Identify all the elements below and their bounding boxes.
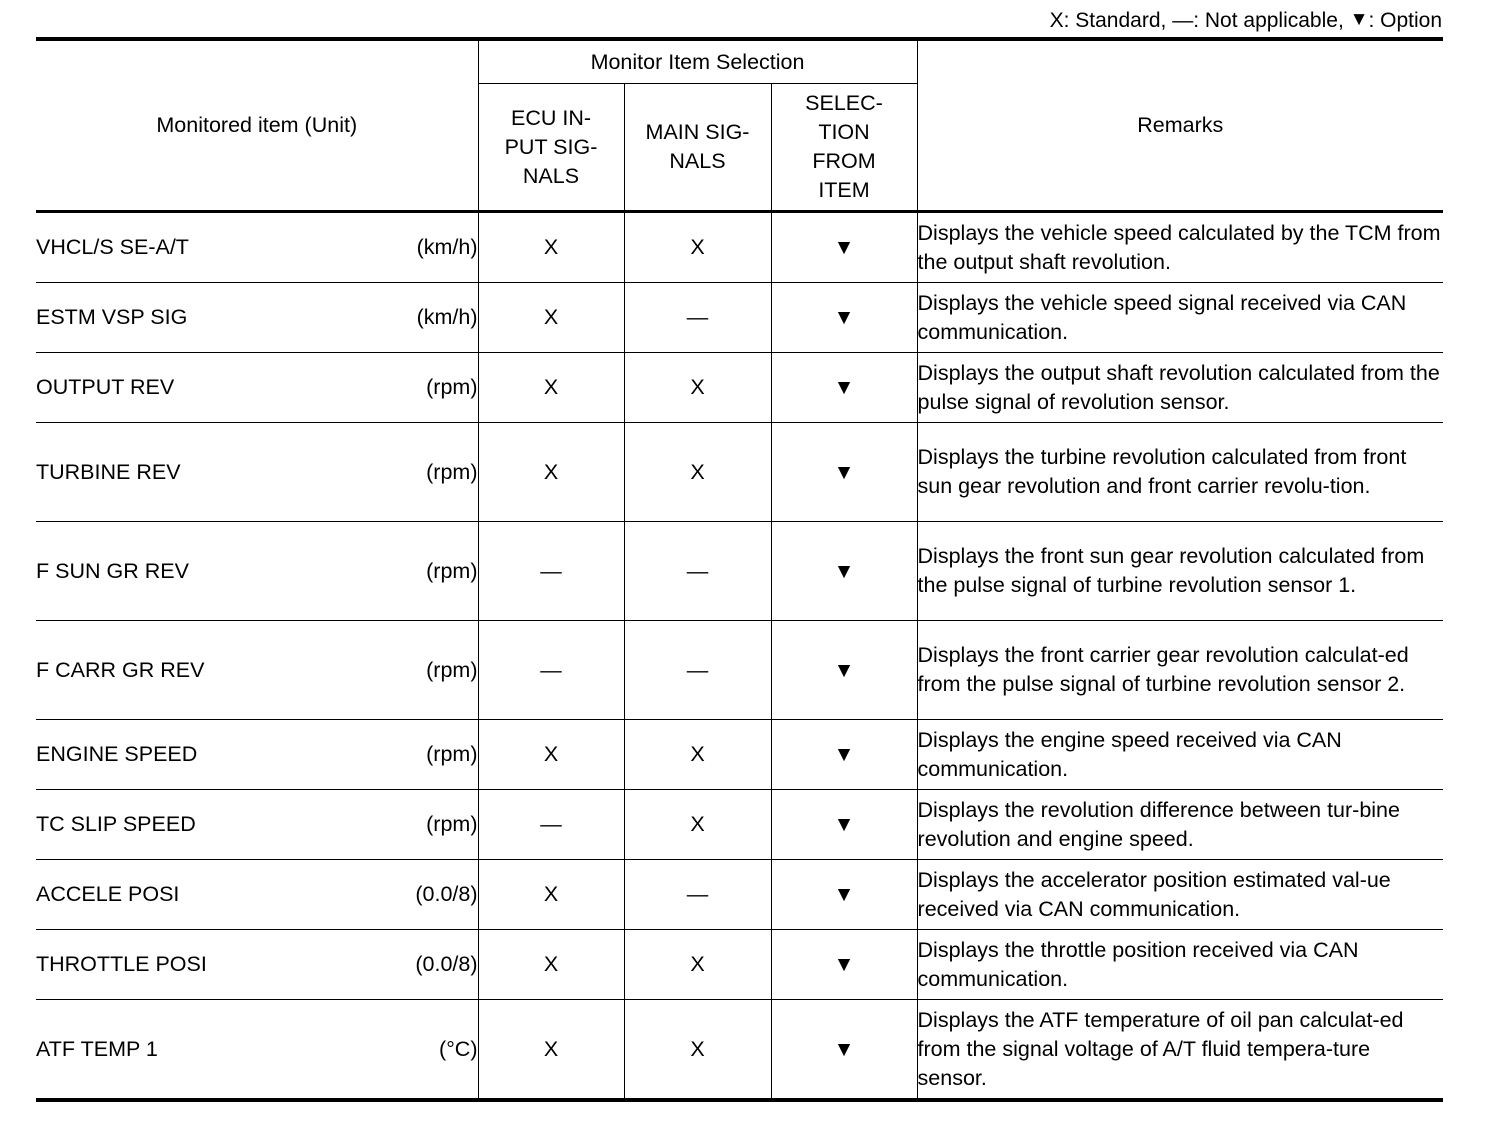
- header-remarks: Remarks: [917, 39, 1443, 212]
- option-triangle-icon: ▼: [833, 813, 855, 836]
- header-monitored-item: Monitored item (Unit): [36, 39, 478, 212]
- option-triangle-icon: ▼: [833, 376, 855, 399]
- header-ecu-line: PUT SIG-: [504, 134, 598, 159]
- selection-mark: [771, 522, 917, 621]
- item-name: ATF TEMP 1: [36, 1036, 158, 1061]
- item-cell: [36, 283, 478, 353]
- selection-mark: [771, 423, 917, 522]
- option-triangle-icon: ▼: [833, 883, 855, 906]
- item-cell: [36, 930, 478, 1000]
- option-triangle-icon: ▼: [833, 559, 855, 583]
- item-name: THROTTLE POSI: [36, 952, 207, 976]
- ecu-mark: —: [478, 790, 624, 860]
- ecu-mark: —: [478, 621, 624, 720]
- option-triangle-icon: ▼: [833, 743, 855, 766]
- header-ecu-line: NALS: [522, 163, 580, 188]
- legend-standard: X: Standard,: [1049, 9, 1167, 32]
- legend-option: : Option: [1368, 9, 1442, 32]
- header-sel-line: ITEM: [818, 178, 870, 202]
- item-cell: [36, 353, 478, 423]
- ecu-mark: X: [478, 423, 624, 522]
- ecu-mark: X: [478, 1000, 624, 1101]
- main-mark: —: [624, 283, 771, 353]
- item-cell: [36, 1000, 478, 1101]
- item-name: F CARR GR REV: [36, 657, 205, 682]
- option-triangle-icon: ▼: [833, 1037, 855, 1061]
- item-name: ACCELE POSI: [36, 882, 180, 906]
- remarks-cell: Displays the ATF temperature of oil pan calculat-ed from the signal voltage of A/T fluid tempera-ture sensor.: [917, 1000, 1443, 1101]
- remarks-cell: Displays the front carrier gear revolution calculat-ed from the pulse signal of turbine revolution sensor 2.: [917, 621, 1443, 720]
- table-row: [36, 621, 1443, 720]
- item-cell: [36, 790, 478, 860]
- header-main-line: NALS: [669, 149, 726, 173]
- item-cell: [36, 860, 478, 930]
- main-mark: X: [624, 930, 771, 1000]
- item-cell: [36, 720, 478, 790]
- remarks-cell: Displays the throttle position received via CAN communication.: [917, 930, 1443, 1000]
- header-main-signals: [624, 84, 771, 212]
- item-unit: (rpm): [426, 459, 478, 484]
- header-monitor-item-selection: Monitor Item Selection: [478, 39, 917, 84]
- item-unit: (rpm): [426, 812, 478, 836]
- item-unit: (rpm): [426, 558, 478, 583]
- item-unit: (0.0/8): [415, 882, 478, 906]
- item-name: VHCL/S SE-A/T: [36, 235, 189, 259]
- remarks-cell: Displays the vehicle speed calculated by the TCM from the output shaft revolution.: [917, 220, 1441, 274]
- main-mark: X: [624, 790, 771, 860]
- ecu-mark: X: [478, 353, 624, 423]
- header-sel-line: SELEC-: [805, 91, 883, 115]
- main-mark: —: [624, 522, 771, 621]
- selection-mark: [771, 621, 917, 720]
- item-unit: (rpm): [426, 375, 478, 399]
- main-mark: X: [624, 1000, 771, 1101]
- table-row: [36, 790, 1443, 860]
- selection-mark: [771, 353, 917, 423]
- item-unit: (°C): [439, 1036, 478, 1061]
- item-unit: (km/h): [416, 305, 478, 329]
- remarks-cell: Displays the front sun gear revolution calculated from the pulse signal of turbine revolution sensor 1.: [917, 522, 1443, 621]
- ecu-mark: X: [478, 930, 624, 1000]
- selection-mark: [771, 212, 917, 283]
- table-row: [36, 720, 1443, 790]
- ecu-mark: X: [478, 212, 624, 283]
- header-ecu-line: ECU IN-: [510, 105, 592, 130]
- item-cell: [36, 423, 478, 522]
- main-mark: X: [624, 720, 771, 790]
- header-main-line: MAIN SIG-: [645, 120, 750, 144]
- item-name: OUTPUT REV: [36, 375, 175, 399]
- item-cell: [36, 522, 478, 621]
- main-mark: —: [624, 621, 771, 720]
- table-row: [36, 860, 1443, 930]
- item-name: TURBINE REV: [36, 459, 181, 484]
- table-row: [36, 423, 1443, 522]
- main-mark: X: [624, 212, 771, 283]
- option-triangle-icon: ▼: [833, 236, 855, 259]
- selection-mark: [771, 790, 917, 860]
- option-triangle-icon: ▼: [833, 460, 855, 484]
- table-row: [36, 1000, 1443, 1101]
- item-unit: (rpm): [426, 657, 478, 682]
- header-ecu-input-signals: [478, 84, 624, 212]
- header-sel-line: FROM: [812, 149, 876, 173]
- monitor-item-table: [36, 37, 1443, 1102]
- main-mark: X: [624, 353, 771, 423]
- item-cell: [36, 212, 478, 283]
- item-name: ENGINE SPEED: [36, 742, 198, 766]
- option-triangle-icon: ▼: [1349, 9, 1369, 30]
- table-row: [36, 283, 1443, 353]
- item-unit: (km/h): [416, 235, 478, 259]
- header-selection-from-item: [771, 84, 917, 212]
- remarks-cell: Displays the turbine revolution calculated from front sun gear revolution and front carrier revolu-tion.: [917, 423, 1443, 522]
- item-unit: (0.0/8): [415, 952, 478, 976]
- remarks-cell: Displays the engine speed received via CAN communication.: [917, 720, 1443, 790]
- item-name: TC SLIP SPEED: [36, 812, 196, 836]
- ecu-mark: —: [478, 522, 624, 621]
- option-triangle-icon: ▼: [833, 953, 855, 976]
- main-mark: X: [624, 423, 771, 522]
- main-mark: —: [624, 860, 771, 930]
- selection-mark: [771, 720, 917, 790]
- option-triangle-icon: ▼: [833, 658, 855, 682]
- table-row: [36, 353, 1443, 423]
- item-cell: [36, 621, 478, 720]
- legend-not-applicable: —: Not applicable,: [1172, 9, 1344, 32]
- option-triangle-icon: ▼: [833, 306, 855, 329]
- item-name: F SUN GR REV: [36, 558, 189, 583]
- legend: [1050, 6, 1442, 35]
- table-row: [36, 930, 1443, 1000]
- selection-mark: [771, 1000, 917, 1101]
- item-unit: (rpm): [426, 742, 478, 766]
- ecu-mark: X: [478, 860, 624, 930]
- item-name: ESTM VSP SIG: [36, 305, 188, 329]
- selection-mark: [771, 930, 917, 1000]
- ecu-mark: X: [478, 283, 624, 353]
- remarks-cell: Displays the output shaft revolution calculated from the pulse signal of revolution sensor.: [917, 353, 1443, 423]
- ecu-mark: X: [478, 720, 624, 790]
- selection-mark: [771, 860, 917, 930]
- selection-mark: [771, 283, 917, 353]
- remarks-cell: Displays the accelerator position estimated val-ue received via CAN communication.: [917, 860, 1443, 930]
- table-row: [36, 522, 1443, 621]
- remarks-cell: Displays the vehicle speed signal received via CAN communication.: [917, 283, 1443, 353]
- table-row: [36, 212, 1443, 283]
- header-sel-line: TION: [818, 120, 870, 144]
- remarks-cell: Displays the revolution difference between tur-bine revolution and engine speed.: [917, 790, 1443, 860]
